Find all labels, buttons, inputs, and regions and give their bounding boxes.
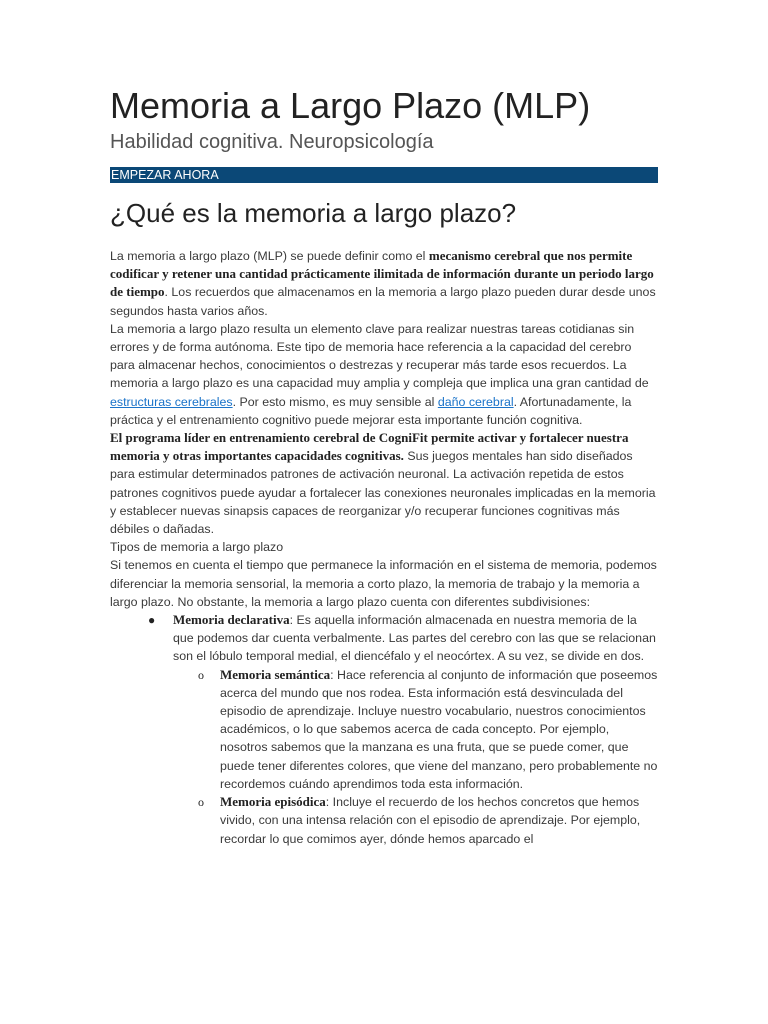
text: : Hace referencia al conjunto de información que poseemos acerca del mundo que nos rodea. Esta información está desvinculada del episodio de aprendizaje. Incluye nuestro vocabulario, nuestros conocimientos académicos, o lo que sabemos acerca de cada concepto. Por ejemplo, nosotros sabemos que la manzana es una fruta, que se puede comer, que puede tener diferentes colores, que viene del manzano, pero probablemente no recordemos cuándo aprendimos toda esta información.	[220, 667, 658, 791]
section-heading: ¿Qué es la memoria a largo plazo?	[110, 198, 517, 228]
link-dano-cerebral[interactable]: daño cerebral	[437, 394, 514, 409]
paragraph-importance	[110, 320, 658, 429]
text: . Los recuerdos que almacenamos en la memoria a largo plazo pueden durar desde unos segundos hasta varios años.	[110, 285, 656, 318]
paragraph-types-intro: Si tenemos en cuenta el tiempo que permanece la información en el sistema de memoria, podemos diferenciar la memoria sensorial, la memoria a corto plazo, la memoria de trabajo y la memoria a largo plazo. No obstante, la memoria a largo plazo cuenta con diferentes subdivisiones:	[110, 558, 657, 609]
text: : Es aquella información almacenada en nuestra memoria de la que podemos dar cuenta verbalmente. Las partes del cerebro con las que se relacionan son el lóbulo temporal medial, el diencéfalo y el neocórtex. A su vez, se divide en dos.	[173, 613, 656, 664]
paragraph-definition	[110, 247, 658, 320]
bold-text: Memoria declarativa	[173, 612, 290, 628]
list-item-declarativa	[110, 611, 658, 666]
text: : Incluye el recuerdo de los hechos concretos que hemos vivido, con una intensa relación con el episodio de aprendizaje. Por ejemplo, recordar lo que comimos ayer, dónde hemos aparcado el	[220, 795, 641, 846]
page-title: Memoria a Largo Plazo (MLP)	[110, 85, 591, 126]
text: Sus juegos mentales han sido diseñados para estimular determinados patrones de activación neuronal. La activación repetida de estos patrones cognitivos puede ayudar a fortalecer las conexiones neuronales implicadas en la memoria y establecer nuevas sinapsis capaces de reorganizar y/o recuperar funciones cognitivas más débiles o dañadas.	[110, 449, 656, 537]
list-item-semantica	[110, 666, 658, 793]
bold-text: Memoria episódica	[220, 794, 326, 810]
bold-text: mecanismo cerebral que nos permite codificar y retener una cantidad prácticamente ilimitada de información durante un periodo largo de tiempo	[110, 248, 654, 300]
paragraph-types-title: Tipos de memoria a largo plazo	[110, 540, 284, 555]
page-subtitle: Habilidad cognitiva. Neuropsicología	[110, 131, 434, 153]
list-item-episodica	[110, 793, 658, 848]
bold-text: El programa líder en entrenamiento cerebral de CogniFit permite activar y fortalecer nuestra memoria y otras importantes capacidades cognitivas.	[110, 430, 629, 464]
text: . Afortunadamente, la práctica y el entrenamiento cognitivo puede mejorar esta importante función cognitiva.	[110, 394, 632, 427]
circle-bullet-icon: o	[198, 667, 204, 682]
text: La memoria a largo plazo resulta un elemento clave para realizar nuestras tareas cotidianas sin errores y de forma autónoma. Este tipo de memoria hace referencia a la capacidad del cerebro para almacenar hechos, conocimientos o destrezas y recuperar más tarde esos recuerdos. La memoria a largo plazo es una capacidad muy amplia y compleja que implica una gran cantidad de	[110, 321, 649, 391]
paragraph-cognifit	[110, 429, 658, 538]
bullet-icon: ●	[148, 613, 156, 628]
start-now-button[interactable]: EMPEZAR AHORA	[110, 167, 658, 183]
text: La memoria a largo plazo (MLP) se puede definir como el	[110, 249, 429, 263]
circle-bullet-icon: o	[198, 795, 204, 810]
link-estructuras-cerebrales[interactable]: estructuras cerebrales	[110, 394, 233, 409]
bold-text: Memoria semántica	[220, 666, 331, 682]
text: . Por esto mismo, es muy sensible al	[232, 394, 438, 409]
article-body	[110, 247, 658, 848]
